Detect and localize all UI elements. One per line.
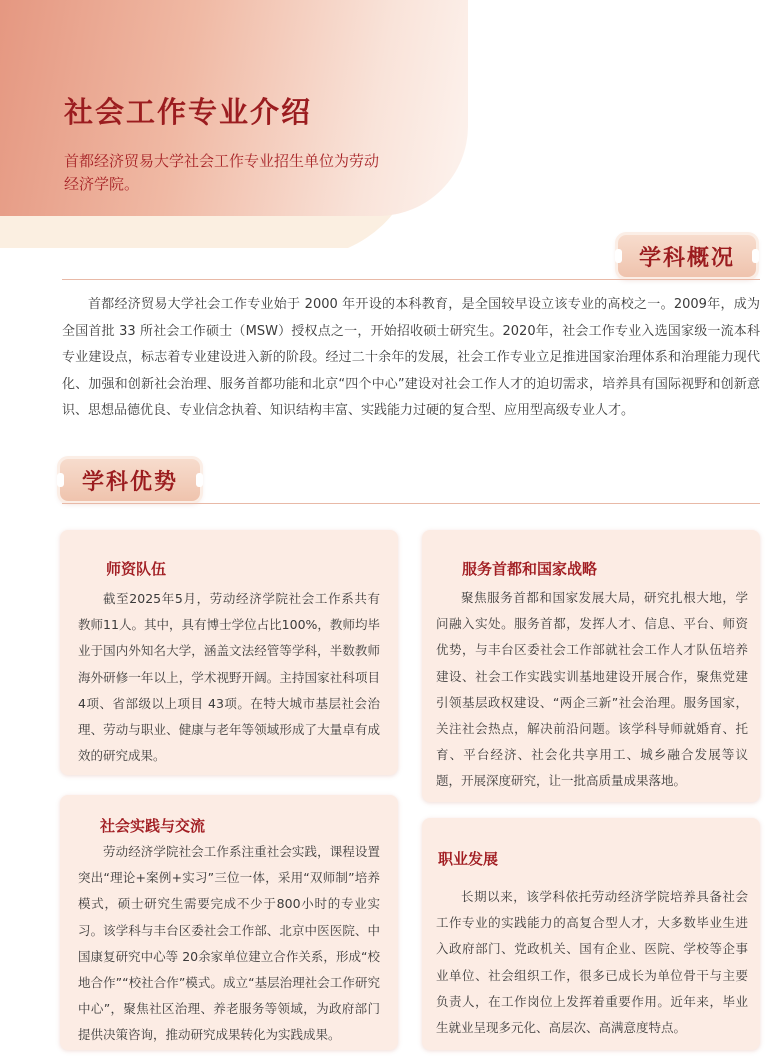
card-capital-service-title: 服务首都和国家战略 — [462, 560, 598, 578]
overview-heading-tag — [618, 235, 756, 277]
card-faculty — [60, 530, 398, 775]
card-career — [422, 818, 760, 1050]
hero-banner — [0, 0, 468, 248]
card-career-title: 职业发展 — [438, 850, 499, 868]
card-practice — [60, 795, 398, 1050]
page-subtitle: 首都经济贸易大学社会工作专业招生单位为劳动经济学院。 — [64, 152, 380, 193]
card-faculty-title: 师资队伍 — [106, 560, 167, 578]
card-practice-title: 社会实践与交流 — [100, 817, 206, 835]
page-title: 社会工作专业介绍 — [64, 95, 313, 129]
card-capital-service-text: 聚焦服务首都和国家发展大局，研究扎根大地，学问融入实处。服务首都，发挥人才、信息、平台、师资优势，与丰台区委社会工作部就社会工作人才队伍培养建设、社会工作实践实训基地建设开展合作，聚焦党建引领基层政权建设、“两企三新”社会治理。服务国家，关注社会热点，解决前沿问题。该学科导师就婚育、托育、平台经济、社会化共享用工、城乡融合发展等议题，开展深度研究，让一批高质量成果落地。 — [436, 590, 748, 789]
advantages-divider — [62, 503, 760, 504]
card-faculty-text: 截至2025年5月，劳动经济学院社会工作系共有教师11人。其中，具有博士学位占比100%，教师均毕业于国内外知名大学，涵盖文法经管等学科，半数教师海外研修一年以上，学术视野开阔。主持国家社科项目4项、省部级以上项目 43项。在特大城市基层社会治理、劳动与职业、健康与老年等领域形成了大量卓有成效的研究成果。 — [78, 591, 380, 764]
overview-divider — [62, 279, 760, 280]
overview-heading: 学科概况 — [638, 245, 735, 271]
advantages-heading: 学科优势 — [81, 469, 178, 495]
card-capital-service — [422, 530, 760, 802]
card-career-text: 长期以来，该学科依托劳动经济学院培养具备社会工作专业的实践能力的高复合型人才，大多数毕业生进入政府部门、党政机关、国有企业、医院、学校等企事业单位、社会组织工作，很多已成长为单位骨干与主要负责人，在工作岗位上发挥着重要作用。近年来，毕业生就业呈现多元化、高层次、高满意度特点。 — [436, 889, 748, 1036]
overview-text: 首都经济贸易大学社会工作专业始于 2000 年开设的本科教育，是全国较早设立该专业的高校之一。2009年，成为全国首批 33 所社会工作硕士（MSW）授权点之一，开始招收硕士研究生。2020年，社会工作专业入选国家级一流本科专业建设点，标志着专业建设进入新的阶段。经过二十余年的发展，社会工作专业立足推进国家治理体系和治理能力现代化、加强和创新社会治理、服务首都功能和北京“四个中心”建设对社会工作人才的迫切需求，培养具有国际视野和创新意识、思想品德优良、专业信念执着、知识结构丰富、实践能力过硬的复合型、应用型高级专业人才。 — [62, 297, 760, 418]
card-practice-text: 劳动经济学院社会工作系注重社会实践，课程设置突出“理论+案例+实习”三位一体，采用“双师制”培养模式，硕士研究生需要完成不少于800小时的专业实习。该学科与丰台区委社会工作部、北京中医医院、中国康复研究中心等 20余家单位建立合作关系，形成“校地合作”“校社合作”模式。成立“基层治理社会工作研究中心”，聚焦社区治理、养老服务等领域，为政府部门提供决策咨询，推动研究成果转化为实践成果。 — [78, 844, 380, 1043]
advantages-heading-tag — [60, 459, 200, 501]
